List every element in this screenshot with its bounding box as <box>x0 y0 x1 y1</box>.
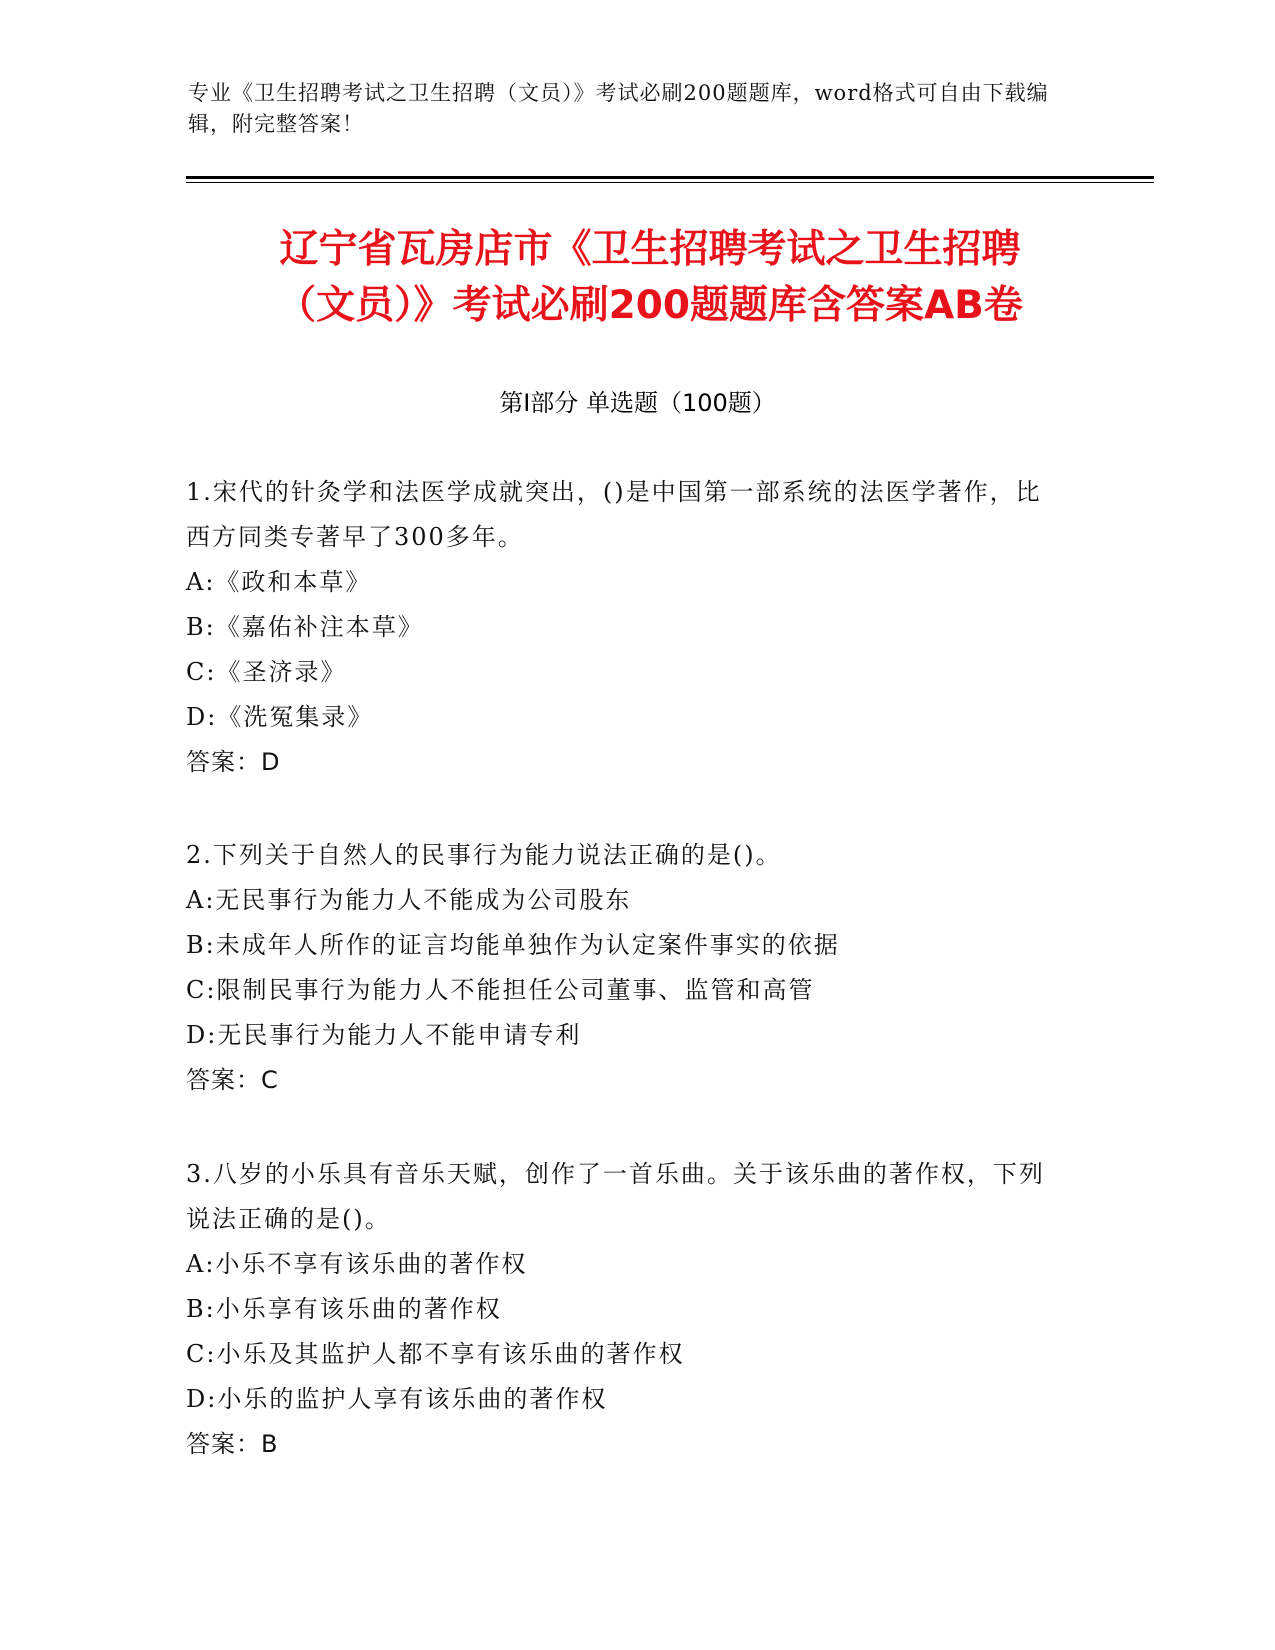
question-stem: 2.下列关于自然人的民事行为能力说法正确的是()。 <box>186 841 782 869</box>
document-title-line-2: （文员）》考试必刷200题题库含答案AB卷 <box>277 283 1023 328</box>
question-1 <box>186 470 1066 785</box>
option-b: B:小乐享有该乐曲的著作权 <box>186 1295 502 1323</box>
header-divider-thin <box>186 182 1154 183</box>
question-stem: 3.八岁的小乐具有音乐天赋，创作了一首乐曲。关于该乐曲的著作权，下列说法正确的是()。 <box>186 1160 1045 1233</box>
option-c: C:《圣济录》 <box>186 658 347 686</box>
option-a: A:无民事行为能力人不能成为公司股东 <box>186 886 632 914</box>
option-a: A:《政和本草》 <box>186 568 372 596</box>
answer: 答案：D <box>186 748 281 776</box>
document-title <box>150 222 1150 334</box>
option-d: D:无民事行为能力人不能申请专利 <box>186 1021 582 1049</box>
answer: 答案：B <box>186 1430 279 1458</box>
question-2 <box>186 833 1066 1103</box>
answer: 答案：C <box>186 1066 279 1094</box>
option-d: D:小乐的监护人享有该乐曲的著作权 <box>186 1385 608 1413</box>
option-b: B:未成年人所作的证言均能单独作为认定案件事实的依据 <box>186 931 840 959</box>
option-d: D:《洗冤集录》 <box>186 703 374 731</box>
option-c: C:小乐及其监护人都不享有该乐曲的著作权 <box>186 1340 685 1368</box>
header-divider-thick <box>186 176 1154 179</box>
section-heading: 第Ⅰ部分 单选题（100题） <box>499 389 776 417</box>
question-3 <box>186 1152 1066 1467</box>
option-a: A:小乐不享有该乐曲的著作权 <box>186 1250 528 1278</box>
question-stem: 1.宋代的针灸学和法医学成就突出，()是中国第一部系统的法医学著作，比西方同类专著早了300多年。 <box>186 478 1042 551</box>
option-b: B:《嘉佑补注本草》 <box>186 613 424 641</box>
document-title-line-1: 辽宁省瓦房店市《卫生招聘考试之卫生招聘 <box>279 227 1021 272</box>
header-note: 专业《卫生招聘考试之卫生招聘（文员）》考试必刷200题题库，word格式可自由下载编辑，附完整答案！ <box>188 81 1049 136</box>
option-c: C:限制民事行为能力人不能担任公司董事、监管和高管 <box>186 976 815 1004</box>
